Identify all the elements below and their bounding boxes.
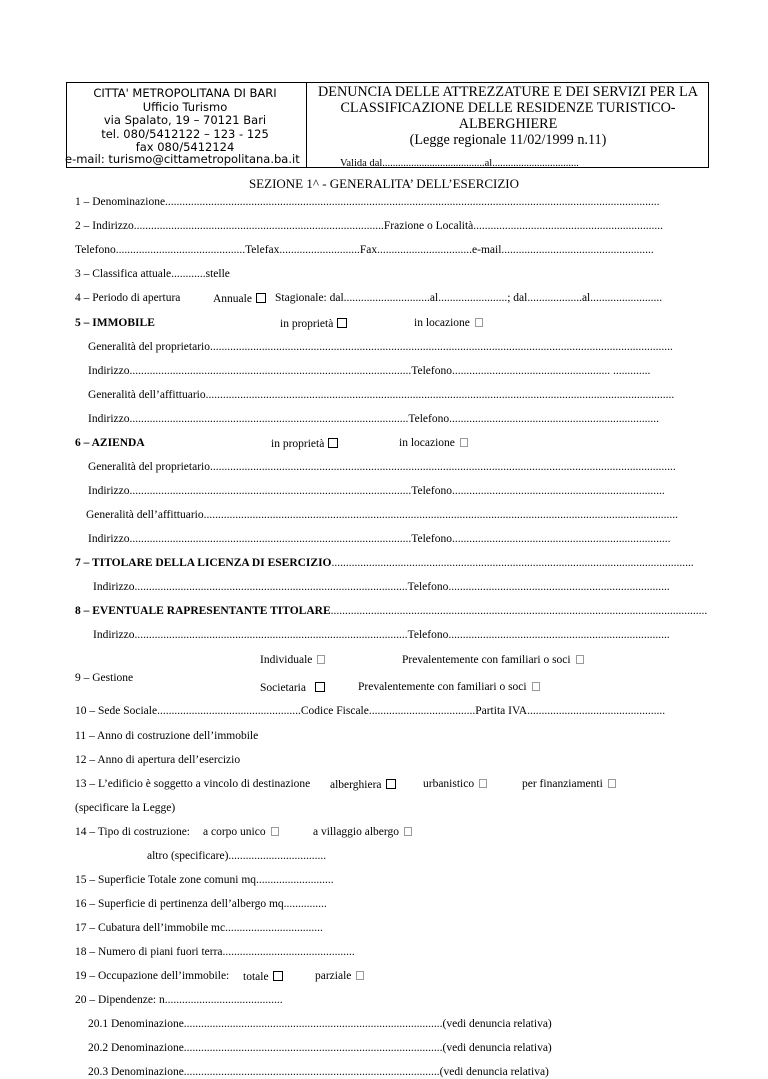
costruzione-label: 14 – Tipo di costruzione: [75, 826, 191, 838]
gestione-individuale[interactable] [260, 655, 325, 667]
gestione-prevalente-1[interactable] [402, 655, 584, 667]
gestione-prevalente-2[interactable] [358, 682, 540, 694]
field-anno-apertura[interactable]: 12 – Anno di apertura dell’esercizio [75, 754, 241, 766]
issuer-office: Ufficio Turismo [142, 99, 228, 114]
field-denominazione[interactable]: 1 – Denominazione............................................................................................................................................................................ [75, 196, 660, 208]
issuer-phone: tel. 080/5412122 – 123 - 125 [101, 126, 269, 141]
periodo-annuale[interactable] [213, 293, 266, 306]
finanziamenti-checkbox[interactable] [608, 779, 616, 788]
occupazione-label: 19 – Occupazione dell’immobile: [75, 970, 230, 982]
costruzione-altro[interactable]: altro (specificare).................................. [147, 850, 327, 862]
alberghiera-label: alberghiera [330, 779, 382, 791]
gestione-label: 9 – Gestione [75, 672, 134, 684]
vincolo-finanziamenti[interactable] [522, 779, 616, 791]
occupazione-parziale[interactable] [315, 971, 364, 983]
title-line-2: CLASSIFICAZIONE DELLE RESIDENZE TURISTICO- [340, 100, 676, 116]
field-dipendenza-3[interactable]: 20.3 Denominazione.........................................................................................(vedi denuncia relativa) [88, 1066, 549, 1078]
costruzione-villaggio[interactable] [313, 827, 412, 839]
individuale-checkbox[interactable] [317, 655, 325, 664]
rappresentante-label: 8 – EVENTUALE RAPRESENTANTE TITOLARE [75, 605, 331, 617]
titolare-indirizzo[interactable]: Indirizzo...............................................................................................Telefono............................................................................. [93, 581, 670, 593]
validity-field[interactable]: Valida dal.......................................al................................. [340, 158, 579, 169]
immobile-gen-proprietario[interactable]: Generalità del proprietario................................................................................................................................................................. [88, 341, 673, 353]
annuale-label: Annuale [213, 293, 252, 305]
costruzione-corpo-unico[interactable] [203, 827, 279, 839]
vincolo-label: 13 – L’edificio è soggetto a vincolo di destinazione [75, 778, 311, 790]
prevalente-1-label: Prevalentemente con familiari o soci [402, 654, 571, 666]
field-dipendenza-1[interactable]: 20.1 Denominazione..........................................................................................(vedi denuncia relativa) [88, 1018, 552, 1030]
villaggio-checkbox[interactable] [404, 827, 412, 836]
issuer-address: via Spalato, 19 – 70121 Bari [103, 113, 267, 128]
parziale-checkbox[interactable] [356, 971, 364, 980]
rappresentante-indirizzo[interactable]: Indirizzo...............................................................................................Telefono............................................................................. [93, 629, 670, 641]
prevalente-1-checkbox[interactable] [576, 655, 584, 664]
immobile-gen-affittuario[interactable]: Generalità dell’affittuario................................................................................................................................................................... [88, 389, 675, 401]
immobile-locazione[interactable] [414, 318, 483, 330]
vincolo-urbanistico[interactable] [423, 779, 487, 791]
societaria-label: Societaria [260, 682, 306, 694]
issuer-email: e-mail: turismo@cittametropolitana.ba.it [65, 152, 300, 166]
azienda-proprieta-checkbox[interactable] [328, 438, 338, 448]
immobile-proprieta-checkbox[interactable] [337, 318, 347, 328]
occupazione-totale[interactable] [243, 971, 283, 984]
titolare-label: 7 – TITOLARE DELLA LICENZA DI ESERCIZIO [75, 557, 332, 569]
field-cubatura[interactable]: 17 – Cubatura dell’immobile mc.................................. [75, 922, 323, 934]
urbanistico-checkbox[interactable] [479, 779, 487, 788]
field-dipendenze[interactable]: 20 – Dipendenze: n......................................... [75, 994, 283, 1006]
document-title [312, 84, 704, 148]
issuer-block [66, 87, 304, 155]
title-line-4: (Legge regionale 11/02/1999 n.11) [409, 132, 607, 148]
rappresentante-dots: ................................................................................................................................... [330, 605, 708, 617]
prevalente-2-checkbox[interactable] [532, 682, 540, 691]
urbanistico-label: urbanistico [423, 778, 475, 790]
section-title: SEZIONE 1^ - GENERALITA’ DELL’ESERCIZIO [248, 176, 520, 191]
rappresentante-field[interactable] [75, 606, 707, 618]
societaria-checkbox[interactable] [315, 682, 325, 692]
azienda-locazione-label: in locazione [399, 437, 455, 449]
immobile-locazione-checkbox[interactable] [475, 318, 483, 327]
immobile-proprieta-label: in proprietà [280, 318, 334, 330]
issuer-name: CITTA' METROPOLITANA DI BARI [93, 86, 277, 100]
title-line-1: DENUNCIA DELLE ATTREZZATURE E DEI SERVIZI PER LA [318, 84, 698, 100]
totale-label: totale [243, 971, 269, 983]
field-classifica[interactable]: 3 – Classifica attuale............stelle [75, 268, 230, 280]
issuer-fax: fax 080/5412124 [135, 140, 235, 155]
immobile-locazione-label: in locazione [414, 317, 470, 329]
titolare-field[interactable] [75, 558, 694, 570]
annuale-checkbox[interactable] [256, 293, 266, 303]
field-dipendenza-2[interactable]: 20.2 Denominazione..........................................................................................(vedi denuncia relativa) [88, 1042, 552, 1054]
villaggio-label: a villaggio albergo [313, 826, 400, 838]
azienda-locazione[interactable] [399, 438, 468, 450]
vincolo-note: (specificare la Legge) [75, 802, 176, 814]
azienda-proprieta[interactable] [271, 438, 338, 451]
field-sede-sociale[interactable]: 10 – Sede Sociale..................................................Codice Fiscale.....................................Partita IVA................................................ [75, 705, 666, 717]
vincolo-alberghiera[interactable] [330, 779, 396, 792]
azienda-indirizzo-1[interactable]: Indirizzo..................................................................................................Telefono.......................................................................... [88, 485, 665, 497]
titolare-dots: .............................................................................................................................. [331, 557, 694, 569]
azienda-gen-affittuario[interactable]: Generalità dell’affittuario..................................................................................................................................................................... [86, 509, 678, 521]
field-anno-costruzione[interactable]: 11 – Anno di costruzione dell’immobile [75, 730, 259, 742]
gestione-societaria[interactable] [260, 682, 325, 695]
alberghiera-checkbox[interactable] [386, 779, 396, 789]
azienda-gen-proprietario[interactable]: Generalità del proprietario.................................................................................................................................................................. [88, 461, 676, 473]
azienda-indirizzo-2[interactable]: Indirizzo..................................................................................................Telefono............................................................................ [88, 533, 671, 545]
immobile-indirizzo-2[interactable]: Indirizzo.................................................................................................Telefono......................................................................... [88, 413, 659, 425]
corpo-unico-label: a corpo unico [203, 826, 266, 838]
title-line-3: ALBERGHIERE [458, 116, 558, 132]
immobile-label: 5 – IMMOBILE [75, 317, 155, 329]
field-piani[interactable]: 18 – Numero di piani fuori terra.............................................. [75, 946, 355, 958]
azienda-label: 6 – AZIENDA [75, 437, 145, 449]
azienda-locazione-checkbox[interactable] [460, 438, 468, 447]
azienda-proprieta-label: in proprietà [271, 438, 325, 450]
finanziamenti-label: per finanziamenti [522, 778, 603, 790]
parziale-label: parziale [315, 970, 352, 982]
prevalente-2-label: Prevalentemente con familiari o soci [358, 681, 527, 693]
field-superficie-pertinenza[interactable]: 16 – Superficie di pertinenza dell’albergo mq............... [75, 898, 327, 910]
field-telefono[interactable]: Telefono.............................................Telefax............................Fax.................................e-mail..................................................... [75, 244, 654, 256]
individuale-label: Individuale [260, 654, 313, 666]
field-indirizzo[interactable]: 2 – Indirizzo.......................................................................................Frazione o Località.................................................................. [75, 220, 664, 232]
corpo-unico-checkbox[interactable] [271, 827, 279, 836]
immobile-proprieta[interactable] [280, 318, 347, 331]
periodo-stagionale[interactable]: Stagionale: dal..............................al........................; dal...................al......................... [275, 292, 663, 304]
totale-checkbox[interactable] [273, 971, 283, 981]
periodo-label: 4 – Periodo di apertura [75, 292, 181, 304]
field-superficie-comuni[interactable]: 15 – Superficie Totale zone comuni mq........................... [75, 874, 334, 886]
immobile-indirizzo-1[interactable]: Indirizzo..................................................................................................Telefono....................................................... ............. [88, 365, 651, 377]
